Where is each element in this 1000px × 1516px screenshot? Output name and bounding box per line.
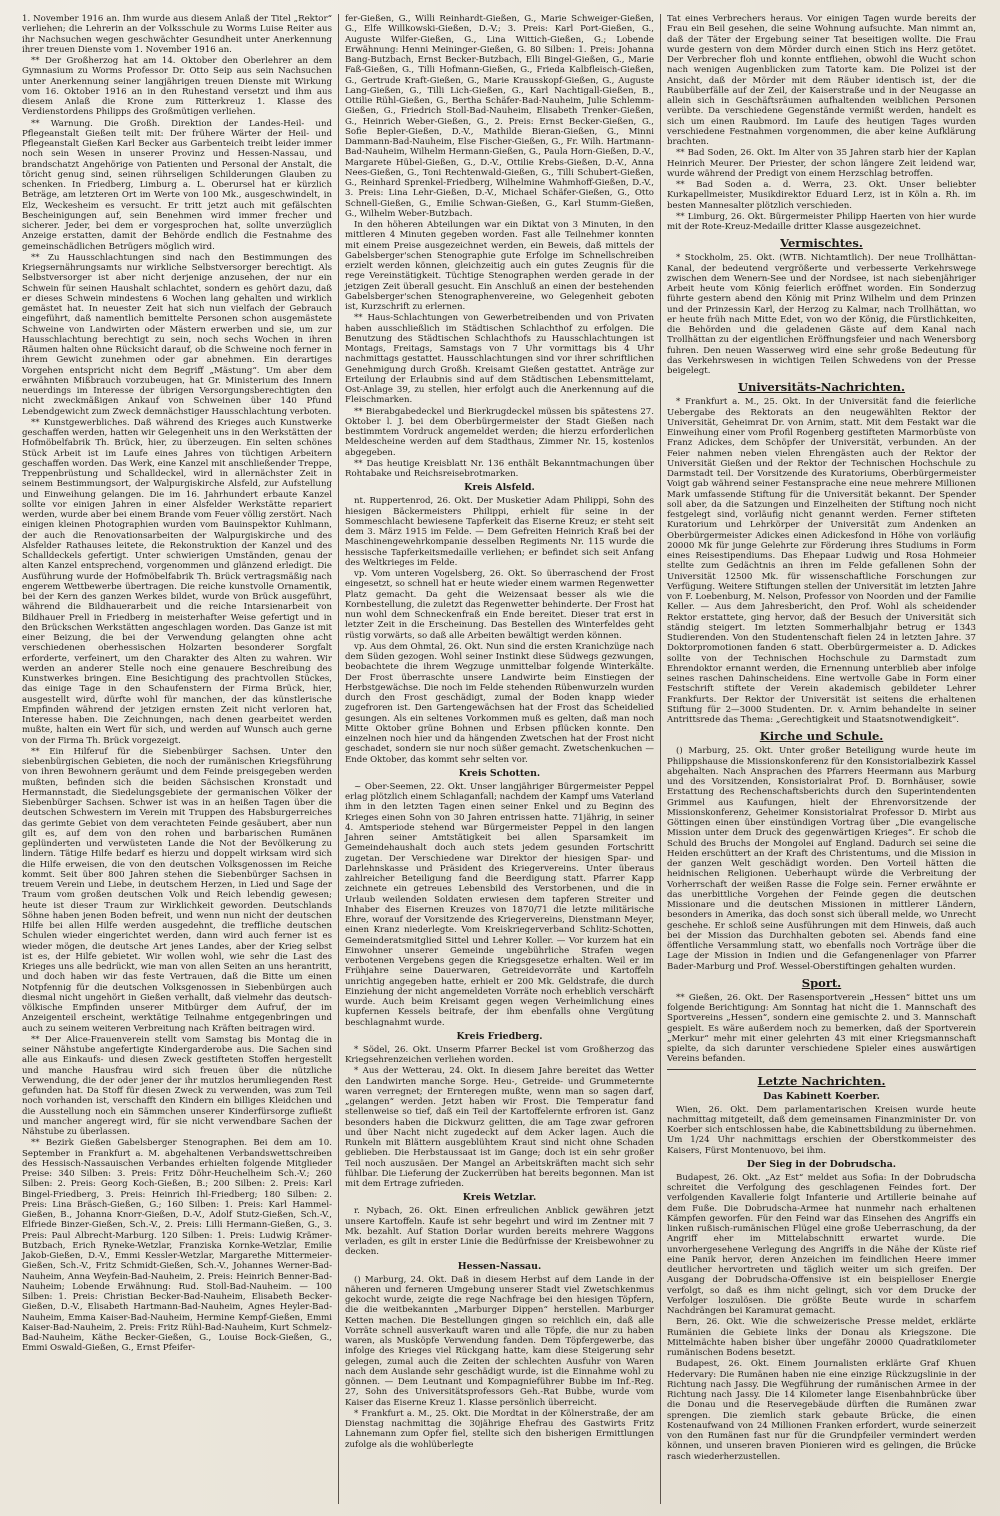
- article-worms-gymnasium: ** Der Großherzog hat am 14. Oktober den Oberlehrer an dem Gymnasium zu Worms Professor Dr. Otto Seip aus sein Nachsuchen unter Anerkennung seiner langjährigen treuen Dienste mit Wirkung vom 16. Oktober 1916 an in den Ruhestand versetzt und ihm aus diesem Anlaß die Krone zum Ritterkreuz 1. Klasse des Verdienstordens Philipps des Großmütigen verliehen.: [22, 56, 332, 118]
- article-bierdeckel: ** Bierabgabedeckel und Bierkrugdeckel müssen bis spätestens 27. Oktober l. J. bei dem Oberbürgermeister der Stadt Gießen nach bestimmtem Vordruck angemeldet werden; die hierzu erforderlichen Meldescheine werden auf dem Stadthaus, Zimmer Nr. 15, kostenlos abgegeben.: [345, 406, 654, 458]
- article-stockholm-kanal: * Stockholm, 25. Okt. (WTB. Nichtamtlich). Der neue Trollhättan-Kanal, der bedeutend vergrößerte und verbesserte Verkehrswege zwischen dem Wenern-See und der Nordsee, ist nach siebenjähriger Arbeit heute vom König feierlich eröffnet worden. Ein Sonderzug führte gestern abend den König mit Prinz Wilhelm und dem Prinzen und der Prinzessin Karl, der Herzog zu Kalmar, nach Trollhättan, wo er heute früh nach Mitte Edet, von wo der König, die Fürstlichkeiten, die Behörden und die geladenen Gäste auf dem Kanal nach Trollhättan zu der eigentlichen Eröffnungsfeier und nach Wenersborg fuhren. Den neuen Wasserweg wird eine sehr große Bedeutung für das Verkehrswesen in wichtigen Teilen Schwedens von der Presse beigelegt.: [667, 253, 976, 376]
- section-heading-kreis-wetzlar: Kreis Wetzlar.: [462, 1192, 537, 1204]
- article-frankfurt-mordtat: * Frankfurt a. M., 25. Okt. Die Mordtat in der Kölnerstraße, der am Dienstag nachmittag die 30jährige Ehefrau des Gastwirts Fritz Lahnemann zum Opfer fiel, stellte sich den bisherigen Ermittlungen zufolge als die wohlüberlegte: [345, 1408, 654, 1450]
- article-kunstgewerbliches: ** Kunstgewerbliches. Daß während des Krieges auch Kunstwerke geschaffen werden, hatten wir Gelegenheit uns in den Werkstätten der Hofmöbelfabrik Th. Brück, hier, zu überzeugen. Ein selten schönes Stück Arbeit ist im Laufe eines Jahres von tüchtigen Arbeitern geschaffen worden. Das Werk, eine Kanzel mit anschließender Treppe, Treppenbrüstung und Schalldeckel, wird in allernächster Zeit in seinem Bestimmungsort, der Walpurgiskirche Alsfeld, zur Aufstellung und Einweihung gelangen. Die im 16. Jahrhundert erbaute Kanzel sollte vor einigen Jahren in einer Alsfelder Werkstätte repariert werden, wurde aber bei einem Brande vom Feuer völlig zerstört. Nach einigen kleinen Photographien wurden vom Bauinspektor Kuhlmann, der auch die Renovationsarbeiten der Walpurgiskirche und des Alsfelder Rathauses leitete, die Rekonstruktion der Kanzel und des Schalldeckels gefertigt. Unter schwierigen Umständen, genau der alten Kanzel entsprechend, vorgenommen und glänzend erledigt. Die Ausführung wurde der Hofmöbelfabrik Th. Brück vertragsmäßig nach engerem Wettbewerbe übertragen. Die reiche kunstvolle Ornamentik, bei der Kern des ganzen Werkes bildet, wurde von Brück ausgeführt, während die Bildhauerarbeit und die reiche Intarsienarbeit von Bildhauer Prell in Friedberg in meisterhafter Weise gefertigt und in den Brückschen Werkstätten angeschlagen worden. Das Ganze ist mit einer Beizung, die bei der Verwendung gelangten ohne acht verschiedenen oberhessischen Holzarten besonderer Sorgfalt erforderte, verfeinert, um den Charakter des Alten zu wahren. Wir werden an anderer Stelle noch eine genauere Beschreibung des Kunstwerkes bringen. Eine Besichtigung des prachtvollen Stückes, das einige Tage in den Schaufenstern der Firma Brück, hier, ausgestellt wird, dürfte wohl für manchen, der das künstlerische Empfinden während der jetzigen ernsten Zeit nicht verloren hat, Interesse haben. Die Zeichnungen, nach denen gearbeitet werden mußte, halten ein Wert für sich, und werden auf Wunsch auch gerne von der Firma Th. Brück vorgezeigt.: [22, 417, 332, 746]
- article-stenographen: ** Bezirk Gießen Gabelsberger Stenographen. Bei dem am 10. September in Frankfurt a. M. abgehaltenen Verbandswettschreiben des Hessisch-Nassauischen Verbandes erhielten folgende Mitglieder Preise: 340 Silben: 3. Preis: Fritz Döhr-Heuchelheim Sch.-V.; 260 Silben: 2. Preis: Georg Koch-Gießen, B.; 200 Silben: 2. Preis: Karl Bingel-Friedberg, 3. Preis: Heinrich Ihl-Friedberg; 180 Silben: 2. Preis: Lina Bräsch-Gießen, G.; 160 Silben: 1. Preis: Karl Hammel-Gießen, B., Johanna Knorr-Gießen, D.-V., Adolf Stutz-Gießen, Sch.-V., Elfriede Binzer-Gießen, Sch.-V., 2. Preis: Lilli Hermann-Gießen, G., 3. Preis: Paul Albrecht-Marburg. 120 Silben: 1. Preis: Ludwig Krämer-Butzbach, Erich Ryneke-Wetzlar, Franziska Kornke-Wetzlar, Emilie Jakob-Gießen, D.-V., Emmi Kessler-Wetzlar, Margarethe Mittermeier-Gießen, Sch.-V., Fritz Schmidt-Gießen, Sch.-V., Johannes Werner-Bad-Nauheim, Anna Weyfein-Bad-Nauheim, 2. Preis: Heinrich Benner-Bad-Nauheim; Lobende Erwähnung: Rud. Stoll-Bad-Nauheim. — 100 Silben: 1. Preis: Christian Becker-Bad-Nauheim, Elisabeth Becker-Gießen, D.-V., Elisabeth Hartmann-Bad-Nauheim, Agnes Heyler-Bad-Nauheim, Emma Kaiser-Bad-Nauheim, Hermine Kempf-Gießen, Emmi Kaiser-Bad-Nauheim, 2. Preis: Fritz Rühl-Bad-Nauheim, Kurt Schmelz-Bad-Nauheim, Käthe Becker-Gießen, G., Louise Bock-Gießen, G., Emmi Oswald-Gießen, G., Ernst Pfeifer-: [22, 1138, 332, 1354]
- subheading-kabinett-koerber: Das Kabinett Koerber.: [763, 1090, 880, 1102]
- article-stenographen-summary: In den höheren Abteilungen war ein Diktat von 3 Minuten, in den mittleren 4 Minuten gegeben worden. Fast alle Teilnehmer konnten mit einem Preise ausgezeichnet werden, ein Beweis, daß mittels der Gabelsberger'schen Stenographie gute Erfolge im Schnellschreiben erzielt werden können, gleichzeitig auch ein gutes Zeugnis für die rege Vereinstätigkeit. Tüchtige Stenographen werden gerade in der jetzigen Zeit überall gesucht. Ein Anschluß an einen der bestehenden Gabelsberger'schen Stenographenvereine, wo Gelegenheit geboten ist, Kurzschrift zu erlernen.: [345, 220, 654, 312]
- article-worms-teacher: 1. November 1916 an. Ihm wurde aus diesem Anlaß der Titel „Rektor“ verliehen; die Lehrerin an der Volksschule zu Worms Luise Reiter aus ihr Nachsuchen wegen geschwächter Gesundheit unter Anerkennung ihrer treuen Dienste vom 1. November 1916 an.: [22, 14, 332, 55]
- section-heading-kreis-alsfeld: Kreis Alsfeld.: [464, 482, 535, 494]
- article-soedel: * Södel, 26. Okt. Unserm Pfarrer Beckel ist vom Großherzog das Kriegsehrenzeichen verliehen worden.: [345, 1044, 654, 1065]
- column-3: [660, 14, 982, 1504]
- article-missionskonferenz: () Marburg, 25. Okt. Unter großer Beteiligung wurde heute im Philippshause die Missionskonferenz für den Konsistorialbezirk Kassel abgehalten. Nach Ansprachen des Pfarrers Heermann aus Marburg und des Vorsitzenden, Konsistorialrat Prof. D. Bornhäuser, sowie Erstattung des Rechenschaftsberichts durch den Superintendenten Grimmel aus Kaufungen, hielt der Ehrenvorsitzende der Missionskonferenz, Geheimer Konsistorialrat Professor D. Mirbt aus Göttingen einen über einstündigen Vortrag über „Die evangelische Mission unter dem Druck des gegenwärtigen Krieges“. Er schob die Schuld des Bruchs der Mongolei auf England. Dadurch sei seine die Heiden erschüttert an der Kraft des Christentums, und die Mission in der ganzen Welt geschädigt worden. Den Vorteil hätten die heidnischen Religionen. Ueberhaupt würde die Verbreitung der Vorherrschaft der weißen Rasse die Folge sein. Ferner erwähnte er das unerbittliche Vorgehen der Feinde gegen die deutschen Missionare und die deutschen Missionen in mittlerer Ländern, besonders in Amerika, das doch sonst sich überall melde, wo Unrecht geschehe. Er schloß seine Ausführungen mit dem Hinweis, daß auch bei der Mission das Durchhalten geboten sei. Abends fand eine öffentliche Versammlung statt, wo ebenfalls noch Vorträge über die Lage der Mission in Indien und die Gefangenenlager von Pfarrer Bader-Marburg und Prof. Wessel-Oberstiftingen gehalten wurden.: [667, 746, 976, 972]
- article-nybach: r. Nybach, 26. Okt. Einen erfreulichen Anblick gewähren jetzt unsere Kartoffeln. Kaufe ist sehr begehrt und wird im Zentner mit 7 Mk. bezahlt. Auf Station Dorlar wurden bereits mehrere Waggons verladen, es gilt in erster Linie die Bedürfnisse der Kreisbewohner zu decken.: [345, 1206, 654, 1258]
- article-ober-seemen: ~ Ober-Seemen, 22. Okt. Unser langjähriger Bürgermeister Peppel erlag plötzlich einem Schlaganfall; nachdem der Kampf ums Vaterland ihm in den letzten Tagen einen seiner Enkel und zu Beginn des Krieges einen Sohn von 30 Jahren entrissen hatte. 71jährig, in seiner 4. Amtsperiode stehend war Bürgermeister Peppel in den langen Jahren seiner Amtstätigkeit bei allen Sparsamkeit im Gemeindehaushalt doch auch stets jedem gesunden Fortschritt zugetan. Der Verschiedene war Direktor der hiesigen Spar- und Darlehnskasse und Präsident des Kriegervereins. Unter überaus zahlreicher Beteiligung fand die Beerdigung statt. Pfarrer Kapp zeichnete ein getreues Lebensbild des Verstorbenen, und die in Urlaub weilenden Soldaten erwiesen dem tapferen Streiter und Inhaber des Eisernen Kreuzes von 1870/71 die letzte militärische Ehre, worauf der Vorsitzende des Kriegervereins, Dienstmann Meyer, einen Kranz niederlegte. Vom Kreiskriegerverband Schlitz-Schotten, Gemeinderatsmitglied Sittel und Lehrer Koller. — Vor kurzem hat ein Einwohner unserer Gemeinde ungebührliche Strafen wegen verbotenen Vergebens gegen die Kriegsgesetze erhalten. Weil er im Frühjahre seine Dauerwaren, Getreidevorräte und Kartoffeln unrichtig angegeben hatte, erhielt er 200 Mk. Geldstrafe, die durch Einziehung der nicht angemeldeten Vorräte noch erheblich verschärft wurde. Auch beim Kreisamt gegen wegen Verheimlichung eines kupfernen Kessels beitrafe, der ihm ebenfalls ohne Vergütung beschlagnahmt wurde.: [345, 781, 654, 1028]
- section-heading-vermischtes: Vermischtes.: [780, 236, 863, 251]
- article-ruppertenrod: nt. Ruppertenrod, 26. Okt. Der Musketier Adam Philippi, Sohn des hiesigen Bäckermeisters Philippi, erhielt für seine in der Sommeschlacht bewiesene Tapferkeit das Eiserne Kreuz; er steht seit dem 3. März 1915 im Felde. — Dem Gefreiten Heinrich Kraß bei der Maschinengewehrkompanie desselben Regiments Nr. 115 wurde die hessische Tapferkeitsmedaille verliehen; er befindet sich seit Anfang des Weltkrieges im Felde.: [345, 496, 654, 568]
- article-kreisblatt: ** Das heutige Kreisblatt Nr. 136 enthält Bekanntmachungen über Rohtabake und Reichsreisebrotmarken.: [345, 458, 654, 479]
- article-ohmtal: vp. Aus dem Ohmtal, 26. Okt. Nun sind die ersten Kranichzüge nach dem Süden gezogen. Wohl seiner Instinkt diese Südwegs gezwungen, beobachtete die ihrem Wegzuge unmittelbar folgende Winterkälte. Der Frost überraschte unsere Landwirte beim Einstiegen der Herbstgewächse. Die noch im Felde stehenden Rübenwurzeln wurden durch den Frost geschädigt, zumal der Boden knapp wieder zugefroren ist. Den Gartengewächsen hat der Frost das Scheidelied gesungen. Als ein seltenes Vorkommen muß es gelten, daß man noch Mitte Oktober grüne Bohnen und Erbsen pflücken konnte. Den einzelnen noch hier und da hängenden Zwetschen hat der Frost nicht geschadet, sondern sie nur noch süßer gemacht. Zwetschenkuchen — Ende Oktober, das kommt sehr selten vor.: [345, 641, 654, 765]
- article-hausschlachtungen: ** Zu Hausschlachtungen sind nach den Bestimmungen des Kriegsernährungsamts nur wirkliche Selbstversorger berechtigt. Als Selbstversorger ist aber nicht derjenige anzusehen, der nur ein Schwein für seinen Haushalt schlachtet, sondern es gehört dazu, daß er dieses Schwein mindestens 6 Wochen lang gehalten und wirklich gemästet hat. In neuester Zeit hat sich nun vielfach der Gebrauch eingeführt, daß namentlich bemittelte Personen schon ausgemästete Schweine von Landwirten oder Mästern erwerben und sie, um zur Hausschlachtung berechtigt zu sein, noch sechs Wochen in ihren Räumen halten ohne Rücksicht darauf, ob die Schweine noch ferner in ihrem Gewicht zunehmen oder gar abnehmen. Ein derartiges Vorgehen entspricht nicht dem Begriff „Mästung“. Um aber dem erwähnten Mißbrauch vorzubeugen, hat Gr. Ministerium des Innern neuerdings im Interesse der übrigen Versorgungsberechtigten den nicht zweckmäßigen Ankauf von Schweinen über 140 Pfund Lebendgewicht zum Zweck demnächstiger Hausschlachtung verboten.: [22, 252, 332, 417]
- article-bad-soden-werra: ** Bad Soden a. d. Werra, 23. Okt. Unser beliebter Kurkapellmeister, Musikdirektor Eduard Lerz, ist in Köln a. Rh. im besten Mannesalter plötzlich verschieden.: [667, 180, 976, 211]
- section-heading-kirche-und-schule: Kirche und Schule.: [759, 729, 884, 744]
- article-universitaet-frankfurt: * Frankfurt a. M., 25. Okt. In der Universität fand die feierliche Uebergabe des Rektorats an den neugewählten Rektor der Universität, Geheimrat Dr. von Arnim, statt. Mit dem Festakt war die Einweihung einer vom Profil Rogenberg gestifteten Marmorbüste von Franz Adickes, dem Schöpfer der Universität, verbunden. An der Feier nahmen neben vielen Ehrengästen auch der Rektor der Universität Gießen und der Rektor der Technischen Hochschule zu Darmstadt teil. Der Vorsitzende des Kuratoriums, Oberbürgermeister Voigt gab während seiner Festansprache eine neue mehrere Millionen Mark umfassende Stiftung für die Universität bekannt. Der Spender soll aber, da die Satzungen und Einzelheiten der Stiftung noch nicht festgelegt sind, vorläufig nicht genannt werden. Ferner stifteten Kuratorium und Lehrkörper der Universität zum Andenken an Oberbürgermeister Adickes einen Adickesfond in Höhe von vorläufig 20000 Mk für junge Gelehrte zur Förderung ihres Studiums in Form eines Reisestipendiums. Das Ehepaar Ludwig und Rosa Hohmeier stellte zum Gedächtnis an ihren im Felde gefallenen Sohn der Universität 12500 Mk. für wissenschaftliche Forschungen zur Verfügung. Weitere Stiftungen stellen der Universität im letzten Jahre von F. Loebenburg, M. Nelson, Professor von Noorden und der Familie Keller. — Aus dem Jahresbericht, den Prof. Wohl als scheidender Rektor erstattete, ging hervor, daß der Besuch der Universität sich ständig steigert. Im letzten Sommerhalbjahr betrug er 1343 Studierenden. Von den Studentenschaft fielen 24 in letzten Jahre. 37 Doktorpromotionen fanden 6 statt. Oberbürgermeister a. D. Adickes sollte von der Technischen Hochschule zu Darmstadt zum Ehrendoktor ernannt werden, die Ernennung unterblieb aber infolge seines raschen Dahinscheidens. Eine wertvolle Gabe in Form einer Festschrift stiftete der Verein akademisch gebildeter Lehrer Frankfurts. Der Rektor der Universität ist seitens die erhaltenen Stiftung für 2—3000 Studenten. Dr. v. Arnim behandelte in seiner Antrittsrede das Thema: „Gerechtigkeit und Staatsnotwendigkeit“.: [667, 397, 976, 725]
- column-2: [338, 14, 660, 1504]
- article-bern-rumaenien: Bern, 26. Okt. Wie die schweizerische Presse meldet, erklärte Rumänien die Gebiete links der Donau als Kriegszone. Die Mittelmächte haben bisher über ungefähr 20000 Quadratkilometer rumänischen Bodens besetzt.: [667, 1317, 976, 1358]
- section-divider: [667, 1069, 976, 1070]
- article-sport-giessen: ** Gießen, 26. Okt. Der Rasensportverein „Hessen“ bittet uns um folgende Berichtigung: Am Sonntag hat nicht die 1. Mannschaft des Sportvereins „Hessen“, sondern eine gemischte 2. und 3. Mannschaft gespielt. Es wäre außerdem noch zu bemerken, daß der Sportverein „Merkur“ mehr mit einer gelehrten 43 mit einer Kriegsmannschaft spielte, da sich darunter verschiedene Spieler eines auswärtigen Vereins befanden.: [667, 992, 976, 1065]
- article-budapest-dobrudscha: Budapest, 26. Okt. „Az Est“ meldet aus Sofia: In der Dobrudscha schreitet die Verfolgung des geschlagenen Feindes fort. Der verfolgenden Kavallerie folgt Infanterie und Artillerie beinahe auf dem Fuße. Die Dobrudscha-Armee hat nunmehr nach erhaltenen Kämpfen geworfen. Für den Feind war das Einsehen des Angriffs ein linken rußisch-rumänischen Flügel eine große Ueberraschung, da der Angriff eher im Mittelabschnitt erwartet wurde. Die unvorhergesehene Verlegung des Angriffs in die Nähe der Küste rief eine Panik hervor, deren Anzeichen im feindlichen Heere immer deutlicher hervortreten und täglich weiter um sich greifen. Der Ausgang der Dobrudscha-Offensive ist ein beispielloser Energie verfolgt, so daß es ihm nicht gelingt, sich vor dem Drucke der Verfolger loszulösen. Die größte Beute wurde in scharfem Nachdrängen bei Karamurat gemacht.: [667, 1172, 976, 1316]
- article-wien-kabinett: Wien, 26. Okt. Dem parlamentarischen Kreisen wurde heute nachmittag mitgeteilt, daß dem gemeinsamen Finanzminister Dr. von Koerber sich entschlossen habe, die Kabinettsbildung zu übernehmen. Um 1/24 Uhr nachmittags erschien der Oberstkommeister des Kaisers, Fürst Montenuovo, bei ihm.: [667, 1104, 976, 1156]
- section-heading-universitaets-nachrichten: Universitäts-Nachrichten.: [737, 380, 906, 395]
- article-frankfurt-mordtat-continued: Tat eines Verbrechers heraus. Vor einigen Tagen wurde bereits der Frau ein Beil gesehen, die seine Wohnung aufsuchte. Man nimmt an, daß der Täter der Ergebung seiner Tat beseitigen wollte. Die Frau wurde gestern von dem Mörder durch einen Stich ins Herz getötet. Der Verbrecher floh und konnte entfliehen, obwohl die Wucht schon nach wenigen Augenblicken zum Tatorte kam. Die Polizei ist der Ansicht, daß der Mörder mit dem Räuber identisch ist, der die Raubüberfälle auf der Zeil, der Kaiserstraße und in der Neugasse an allein sich in Geschäftsräumen aufhaltenden weiblichen Personen verübte. Da verschiedene Gegenstände vermißt werden, handelt es sich um einen Raubmord. Im Laufe des heutigen Tages wurden verschiedene Festnahmen vorgenommen, die aber keine Aufklärung brachten.: [667, 14, 976, 147]
- article-budapest-bruecke: Budapest, 26. Okt. Einem Journalisten erklärte Graf Khuen Hedervary: Die Rumänen haben nie eine einzige Rückzugslinie in der Richtung nach Jassy. Die Wegführung der rumänischen Armee in der Richtung nach Jassy. Die 14 Kilometer lange Eisenbahnbrücke über die Donau und die Reservegebäude dürften die Rumänen zwar sprengen. Die ziemlich stark gebaute Brücke, die einen Kostenaufwand von 24 Millionen Franken erfordert, wurde seinerzeit von den Rumänen fast nur für die Grundpfeiler vermindert werden können, und unseren braven Pionieren wird es gelingen, die Brücke rasch wiederherzustellen.: [667, 1359, 976, 1462]
- article-wetterau: * Aus der Wetterau, 24. Okt. In diesem Jahre bereitet das Wetter den Landwirten manche Sorge. Heu-, Getreide- und Grummeternte waren verregnet; der Ernteregen mußte, wenn man so sagen darf, „gelangen“ werden. Jetzt haben wir Frost. Die Temperatur fand stellenweise so tief, daß ein Teil der Kartoffelernte erfroren ist. Ganz besonders haben die Dickwurz gelitten, die am Tage zwar gefroren und über Nacht nicht zugedeckt auf dem Acker lagen. Auch die Runkeln mit Blättern ausgeblühtem Kraut sind nicht ohne Schaden geblieben. Die Herbstaussaat ist im Gange; doch ist ein sehr großer Teil noch auszusäen. Der Mangel an Arbeitskräften macht sich sehr fühlbar. Die Lieferung der Zuckerrüben hat bereits begonnen. Man ist mit dem Ertrage zufrieden.: [345, 1066, 654, 1189]
- article-bad-soden: ** Bad Soden, 26. Okt. Im Alter von 35 Jahren starb hier der Kaplan Heinrich Meurer. Der Priester, der schon längere Zeit leidend war, wurde während der Predigt von einem Herzschlag betroffen.: [667, 148, 976, 179]
- section-heading-kreis-friedberg: Kreis Friedberg.: [456, 1030, 543, 1042]
- article-marburg-toepfer: () Marburg, 24. Okt. Daß in diesem Herbst auf dem Lande in der näheren und ferneren Umgebung unserer Stadt viel Zwetschkenmus gekocht wurde, zeigte die rege Nachfrage bei den hiesigen Töpfern, die die weitbekannten „Marburger Dippen“ herstellen. Marburger Ketten machen. Die Bestellungen gingen so reichlich ein, daß alle Vorräte schnell ausverkauft waren und alle Töpfe, die nur zu haben waren, als Musköpfe Verwendung fanden. Dem Töpfergewerbe, das infolge des Krieges viel Rückgang hatte, kam diese Steigerung sehr gelegen, zumal auch die Zeiten der schlechten Ausfuhr von Waren nach dem Auslande sehr geschädigt wurde, ist die Einnahme wohl zu gönnen. — Dem Leutnant und Kompagnieführer Bubbe im Inf.-Reg. 27, Sohn des Universitätsprofessors Geh.-Rat Bubbe, wurde vom Kaiser das Eiserne Kreuz 1. Klasse persönlich überreicht.: [345, 1274, 654, 1408]
- article-stenographen-continued: fer-Gießen, G., Willi Reinhardt-Gießen, G., Marie Schweiger-Gießen, G., Elfe Willkowski-Gießen, D.-V.; 3. Preis: Karl Port-Gießen, G., Auguste Wilfer-Gießen, G., Lina Wittich-Gießen, G.; Lobende Erwähnung: Henni Meininger-Gießen, G. 80 Silben: 1. Preis: Johanna Bang-Butzbach, Ernst Becker-Butzbach, Elli Bingel-Gießen, G., Marie Faß-Gießen, G., Tilli Hofmann-Gießen, G., Frieda Kalbfleisch-Gießen, G., Gertrude Kraft-Gießen, G., Marie Krausskopf-Gießen, G., Auguste Lang-Gießen, G., Tilli Lich-Gießen, G., Karl Nachtigall-Gießen, B., Ottilie Rühl-Gießen, G., Bertha Schäfer-Bad-Nauheim, Julie Schlemm-Gießen, G., Friedrich Stoll-Bad-Nauheim, Elisabeth Trenker-Gießen, G., Heinrich Weber-Gießen, G., 2. Preis: Ernst Becker-Gießen, G., Sofie Bepler-Gießen, D.-V., Mathilde Bieran-Gießen, G., Minni Dammann-Bad-Nauheim, Else Fischer-Gießen, G., Fr. Wilh. Hartmann-Bad-Nauheim, Wilhelm Hermann-Gießen, G., Paula Horn-Gießen, D.-V., Margarete Hübel-Gießen, G., D.-V., Ottilie Krebs-Gießen, D.-V., Anna Nees-Gießen, G., Toni Rechtenwald-Gießen, G., Tilli Schubert-Gießen, G., Reinhard Sprenkel-Friedberg, Wilhelmine Wahmhoff-Gießen, D.-V., 3. Preis: Lina Lehr-Gießen, D.-V., Michael Schäfer-Gießen, G., Otto Schnell-Gießen, G., Emilie Schwan-Gießen, G., Karl Stumm-Gießen, G., Wilhelm Weber-Butzbach.: [345, 14, 654, 219]
- section-heading-sport: Sport.: [801, 975, 842, 990]
- article-haus-schlachtungen: ** Haus-Schlachtungen von Gewerbetreibenden und von Privaten haben ausschließlich im Städtischen Schlachthof zu erfolgen. Die Benutzung des Städtischen Schlachthofs zu Hausschlachtungen ist Montags, Freitags, Samstags von 7 Uhr vormittags bis 4 Uhr nachmittags gestattet. Hausschlachtungen sind vor ihrer schriftlichen Genehmigung durch Großh. Kreisamt Gießen gestattet. Anträge zur Erteilung der Erlaubnis sind auf dem Städtischen Lebensmittelamt, Ost-Anlage 39, zu stellen, hier erfolgt auch die Anerkennung auf die Fleischmarken.: [345, 313, 654, 406]
- article-warnung: ** Warnung. Die Großh. Direktion der Landes-Heil- und Pflegeanstalt Gießen teilt mit: Der frühere Wärter der Heil- und Pflegeanstalt Gießen Karl Becker aus Garbenteich treibt leider immer noch sein Wesen in unserer Provinz und Hessen-Nassau, und brandschatzt Angehörige von Patienten und Personal der Anstalt, die töricht genug sind, seinen rührseligen Schilderungen Glauben zu schenken. In Friedberg, Limburg a. L. Oberursel hat er kürzlich Beträge, am letzteren Ort im Werte von 100 Mk., ausgeschwindelt, in Elz, Weckesheim es versucht. Er tritt jetzt auch mit gefälschten Bescheinigungen auf, sein Benehmen wird immer frecher und sicherer. Jeder, bei dem er vorgesprochen hat, sollte unverzüglich Anzeige erstatten, damit der Behörde endlich die Festnahme des gemeinschädlichen Betrügers möglich wird.: [22, 118, 332, 252]
- section-heading-hessen-nassau: Hessen-Nassau.: [457, 1260, 542, 1272]
- article-siebenbuerger-hilferuf: ** Ein Hilferuf für die Siebenbürger Sachsen. Unter den siebenbürgischen Gebieten, die noch der rumänischen Kriegsführung von ihren Bewohnern geräumt und dem Feinde preisgegeben werden mußten, befinden sich die beiden Sächsischen Kronstadt und Hermannstadt, die Siedelungsgebiete der germanischen Völker der Siebenbürger Sachsen. Schwer ist was in an heißen Tagen über die deutschen Schwestern im Verein mit Truppen des Habsburgerreiches das gerimte Gebiet von dem verachteten Feinde gesäubert, aber nun gilt es, auf dem von den rohen und barbarischen Rumänen geplünderten und verwüsteten Lande die Not der Bevölkerung zu lindern. Tätige Hilfe bedarf es hierzu und doppelt wirksam wird sich die Hilfe erweisen, die von den deutschen Volksgenossen im Reiche kommt. Seit über 800 Jahren stehen die Siebenbürger Sachsen in treuem Verein und Liebe, in deutschem Herzen, in Lied und Sage der Traum vom großen deutschen Volk und Reich lebendig gewesen; heute ist dieser Traum zur Wirklichkeit geworden. Deutschlands Söhne haben jenen Boden befreit, und wenn nun nicht der deutschen Hilfe bei allen Hilfe werden ausgedehnt, die treffliche deutschen Schulen wieder eingerichtet werden, dann wird auch ferner ist es wieder mögen, die deutsche Art jenes Landes, aber der Krieg selbst ist es, der Hilfe gebietet. Wir wollen wohl, wie sehr die Last des Krieges uns alle bedrückt, wie man von allen Seiten an uns herantritt, und doch haben wir das feste Vertrauen, daß die Bitte um einen Notpfennig für die deutschen Volksgenossen in Siebenbürgen auch diesmal nicht ungehört in Gießen verhallt, daß vielmehr das deutsch-völkische Empfinden unserer Mitbürger dem Aufruf, der im Anzeigenteil erscheint, werktätige Teilnahme entgegenbringen und auch zu seinem weiteren Verbreitung nach Kräften beitragen wird.: [22, 746, 332, 1034]
- subheading-sieg-dobrudscha: Der Sieg in der Dobrudscha.: [746, 1158, 897, 1170]
- article-vogelsberg: vp. Vom unteren Vogelsberg, 26. Okt. So überraschend der Frost eingesetzt, so schnell hat er heute wieder einem warmen Regenwetter Platz gemacht. Da geht die Weizensaat besser als wie die Kornbestellung, die zuletzt das Regenwetter behinderte. Der Frost hat nun wohl dem Schneckenfraß ein Ende bereitet. Dieser trat erst in letzter Zeit in die Erscheinung. Das Bestellen des Winterfeldes geht rüstig vorwärts, so daß alle Arbeiten bewältigt werden können.: [345, 569, 654, 641]
- article-alice-frauenverein: ** Der Alice-Frauenverein stellt vom Samstag bis Montag die in seiner Nähstube angefertigte Kindergarderobe aus. Die Sachen sind alle aus Einkaufs- und diesen Zweck gestifteten Stoffen hergestellt und manche Hausfrau wird sich freuen über die nützliche Verwendung, die der oder jener der ihr mutzlos herumliegenden Rest gefunden hat. Da Stoff für diesen Zweck zu verwenden, was zum Teil noch vorhanden ist, verschafft den Kindern ein billiges Kleidchen und die Ausstellung noch ein Sämmchen unserer Kinderfürsorge zufließt und mancher angeregt wird, für sie nicht verwendbare Sachen der Nähstube zu überlassen.: [22, 1034, 332, 1137]
- section-heading-letzte-nachrichten: Letzte Nachrichten.: [757, 1073, 886, 1088]
- column-1: [16, 14, 338, 1504]
- article-limburg: ** Limburg, 26. Okt. Bürgermeister Philipp Haerten von hier wurde mit der Rote-Kreuz-Medaille dritter Klasse ausgezeichnet.: [667, 211, 976, 232]
- section-heading-kreis-schotten: Kreis Schotten.: [458, 767, 541, 779]
